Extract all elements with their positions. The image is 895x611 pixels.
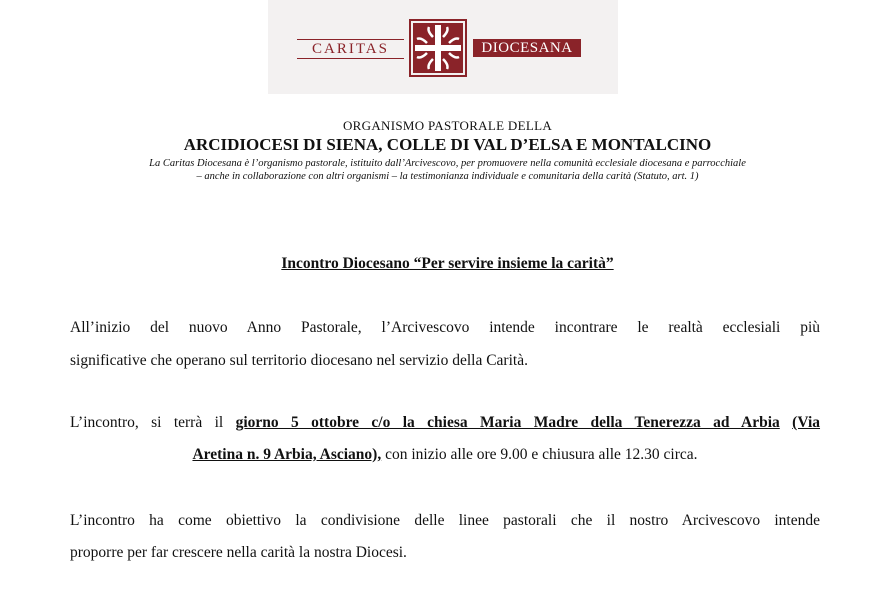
header-note-line-1: La Caritas Diocesana è l’organismo pastorale, istituito dall’Arcivescovo, per promuovere nella comunità ecclesiale diocesana e parrocchiale [149,158,746,169]
meeting-date-location: giorno 5 ottobre c/o la chiesa Maria Madre della Tenerezza ad Arbia [235,414,780,431]
caritas-logo [297,19,587,77]
logo-text-caritas: CARITAS [297,39,404,59]
paragraph-objective-line-1: L’incontro ha come obiettivo la condivisione delle linee pastorali che il nostro Arcivescovo intende [70,512,820,529]
meeting-intro-text: L’incontro, si terrà il [70,414,236,431]
meeting-address: Aretina n. 9 Arbia, Asciano), [192,446,382,463]
paragraph-intro-line-2: significative che operano sul territorio diocesano nel servizio della Carità. [70,352,528,369]
paragraph-objective [70,511,820,563]
paragraph-meeting-line-1 [70,413,820,433]
paragraph-objective-line-2: proporre per far crescere nella carità la nostra Diocesi. [70,544,407,561]
document-title: Incontro Diocesano “Per servire insieme la carità” [281,255,614,272]
header-organism: ORGANISMO PASTORALE DELLA [342,118,553,133]
paragraph-intro [70,318,820,371]
paragraph-meeting-line-2 [70,445,820,465]
meeting-address-start: (Via [792,414,821,431]
meeting-spacer [780,414,792,431]
paragraph-intro-line-1: All’inizio del nuovo Anno Pastorale, l’Arcivescovo intende incontrare le realtà ecclesiali più [70,319,820,336]
header-archdiocese: ARCIDIOCESI DI SIENA, COLLE DI VAL D’ELSA E MONTALCINO [183,135,712,154]
header-note-line-2: – anche in collaborazione con altri organismi – la testimonianza individuale e comunitaria della carità (Statuto, art. 1) [196,171,699,182]
caritas-cross-icon [409,19,467,77]
meeting-times: con inizio alle ore 9.00 e chiusura alle 12.30 circa. [381,446,698,463]
paragraph-meeting-details [70,413,820,465]
logo-text-diocesana: DIOCESANA [473,39,581,57]
